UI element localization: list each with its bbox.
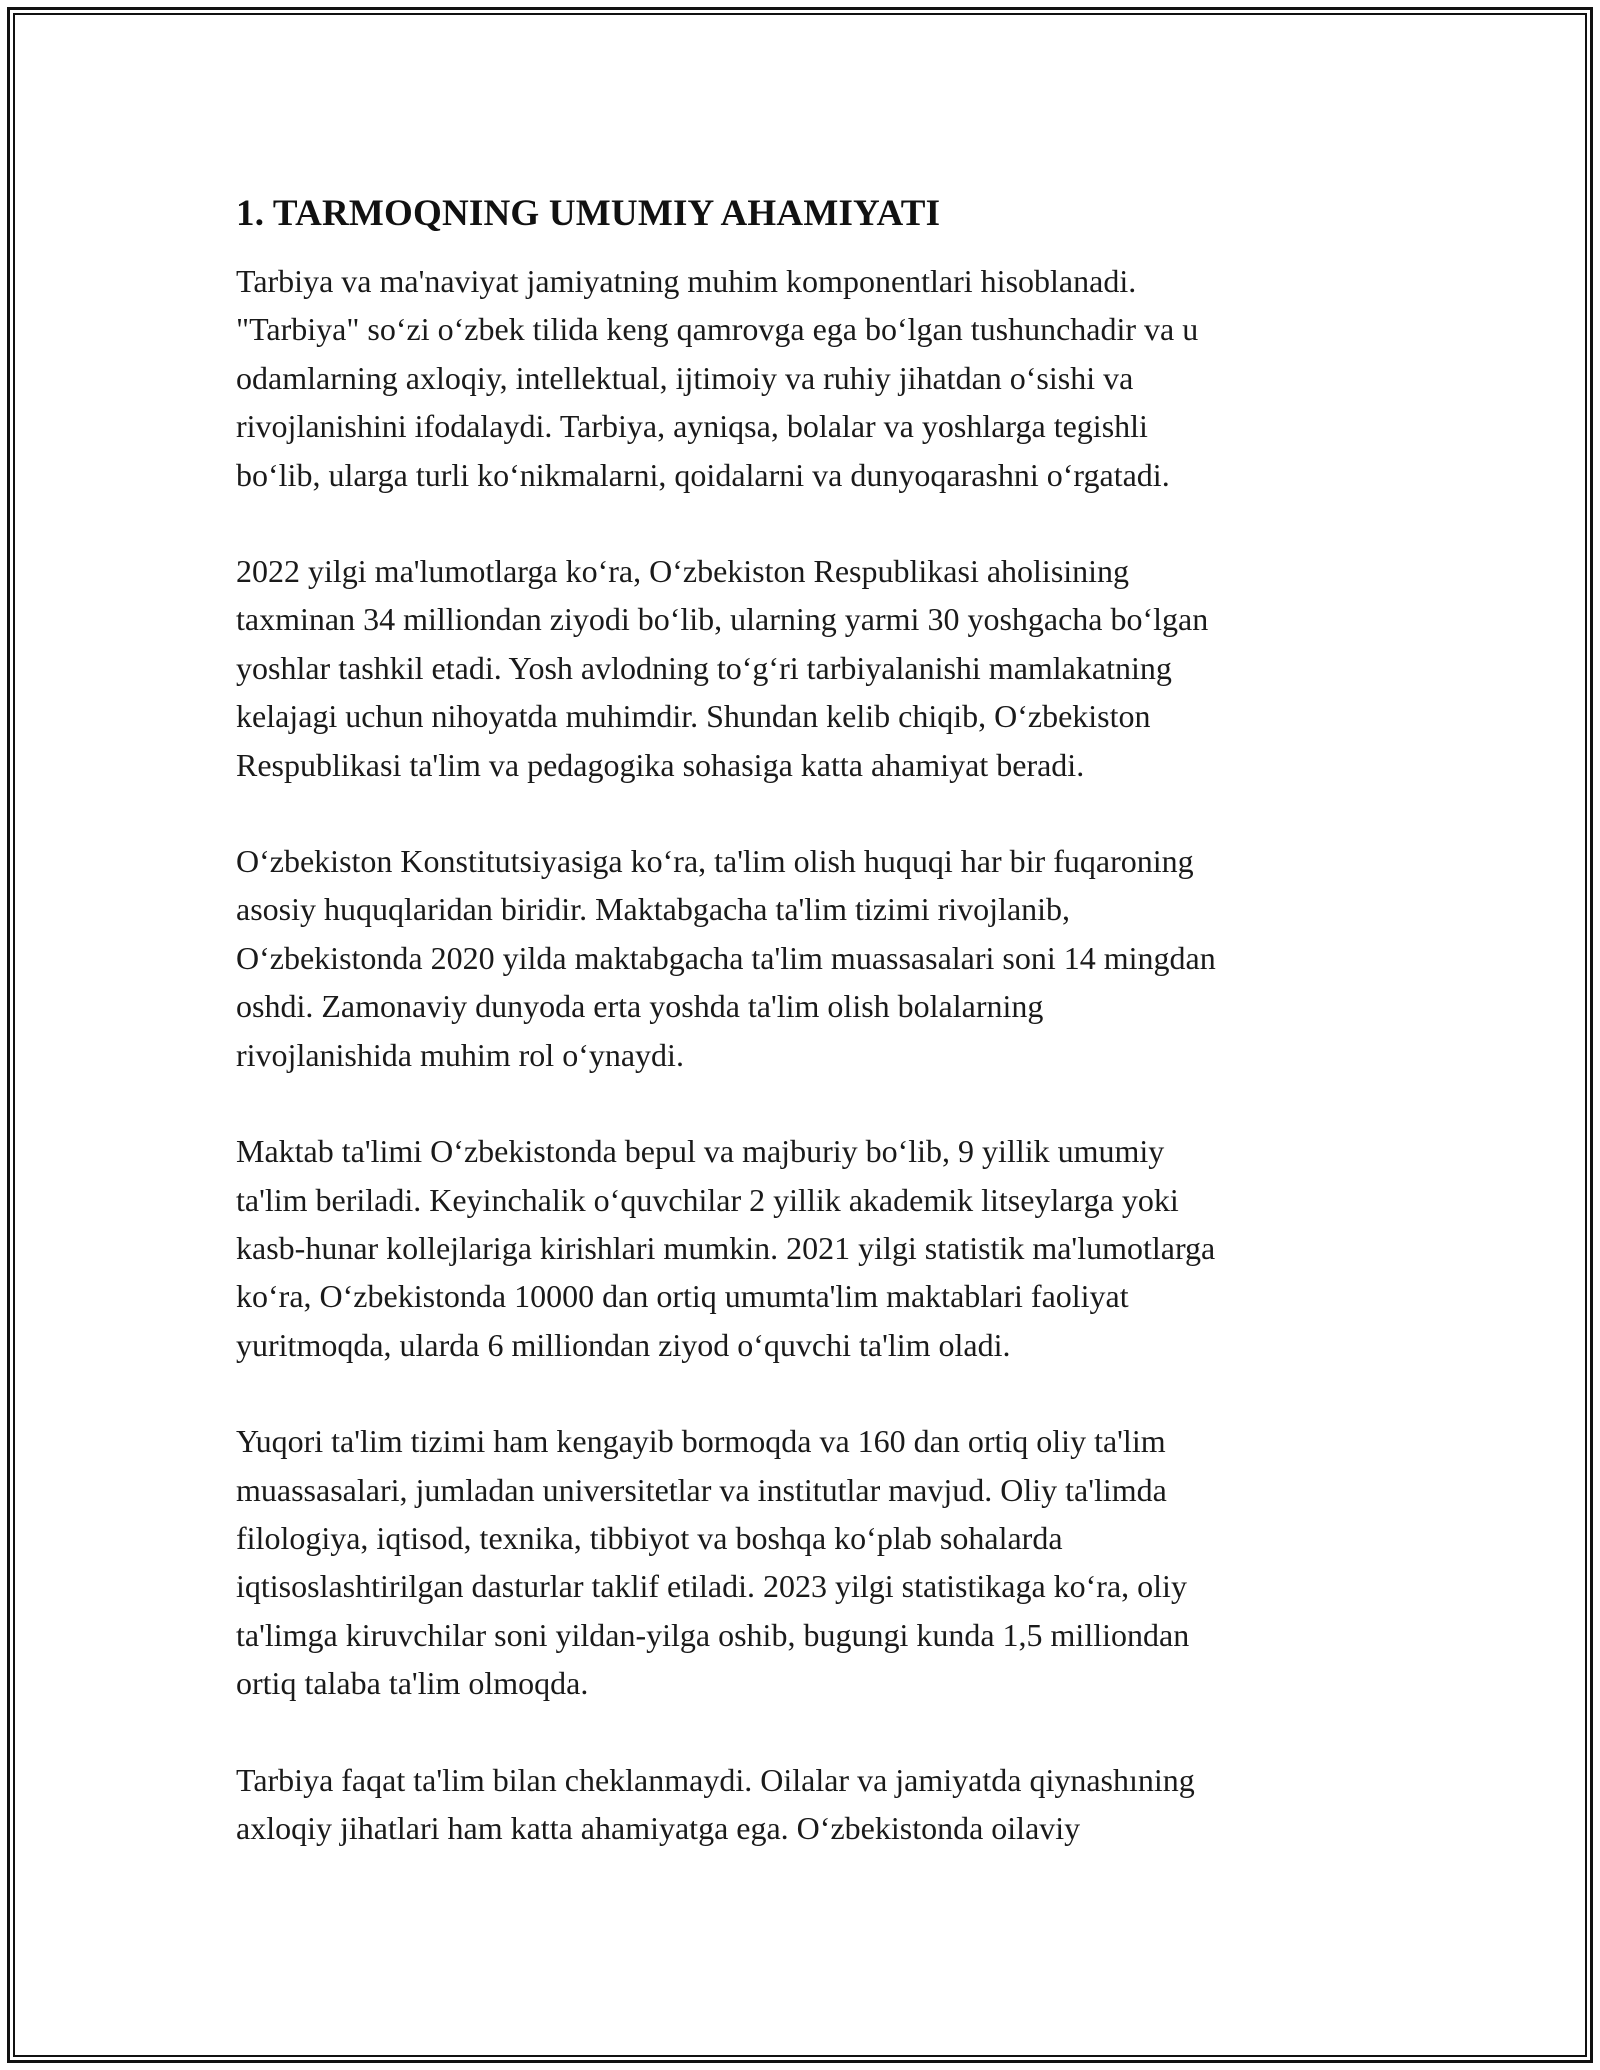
text-line: Maktab ta'limi O‘zbekistonda bepul va majburiy bo‘lib, 9 yillik umumiy xyxy=(236,1133,1165,1170)
text-line: O‘zbekistonda 2020 yilda maktabgacha ta'lim muassasalari soni 14 mingdan xyxy=(236,939,1216,976)
paragraph-6 xyxy=(236,1756,1376,1853)
text-line: taxminan 34 milliondan ziyodi bo‘lib, ularning yarmi 30 yoshgacha bo‘lgan xyxy=(236,601,1209,638)
text-line: Tarbiya faqat ta'lim bilan cheklanmaydi. Oilalar va jamiyatda qiynashıning xyxy=(236,1761,1195,1798)
paragraph-2 xyxy=(236,547,1376,789)
text-line: ta'lim beriladi. Keyinchalik o‘quvchilar 2 yillik akademik litseylarga yoki xyxy=(236,1181,1179,1218)
text-line: muassasalari, jumladan universitetlar va institutlar mavjud. Oliy ta'limda xyxy=(236,1471,1167,1508)
section-heading: 1. TARMOQNING UMUMIY AHAMIYATI xyxy=(236,193,941,234)
document-body xyxy=(236,188,1376,1852)
text-line: axloqiy jihatlari ham katta ahamiyatga ega. O‘zbekistonda oilaviy xyxy=(236,1809,1081,1846)
text-line: bo‘lib, ularga turli ko‘nikmalarni, qoidalarni va dunyoqarashni o‘rgatadi. xyxy=(236,456,1170,493)
text-line: "Tarbiya" so‘zi o‘zbek tilida keng qamrovga ega bo‘lgan tushunchadir va u xyxy=(236,311,1199,348)
text-line: yuritmoqda, ularda 6 milliondan ziyod o‘quvchi ta'lim oladi. xyxy=(236,1326,1011,1363)
text-line: 2022 yilgi ma'lumotlarga ko‘ra, O‘zbekiston Respublikasi aholisining xyxy=(236,553,1130,590)
paragraph-4 xyxy=(236,1127,1376,1369)
text-line: Respublikasi ta'lim va pedagogika sohasiga katta ahamiyat beradi. xyxy=(236,746,1085,783)
text-line: rivojlanishini ifodalaydi. Tarbiya, ayniqsa, bolalar va yoshlarga tegishli xyxy=(236,408,1148,445)
paragraph-1 xyxy=(236,257,1376,499)
text-line: yoshlar tashkil etadi. Yosh avlodning to‘g‘ri tarbiyalanishi mamlakatning xyxy=(236,649,1172,686)
text-line: odamlarning axloqiy, intellektual, ijtimoiy va ruhiy jihatdan o‘sishi va xyxy=(236,359,1134,396)
text-line: kasb-hunar kollejlariga kirishlari mumkin. 2021 yilgi statistik ma'lumotlarga xyxy=(236,1229,1216,1266)
paragraph-5 xyxy=(236,1417,1376,1707)
text-line: oshdi. Zamonaviy dunyoda erta yoshda ta'lim olish bolalarning xyxy=(236,988,1044,1025)
text-line: ta'limga kiruvchilar soni yildan-yilga oshib, bugungi kunda 1,5 milliondan xyxy=(236,1616,1190,1653)
text-line: O‘zbekiston Konstitutsiyasiga ko‘ra, ta'lim olish huquqi har bir fuqaroning xyxy=(236,843,1194,880)
text-line: filologiya, iqtisod, texnika, tibbiyot va boshqa ko‘plab sohalarda xyxy=(236,1519,1063,1556)
text-line: ortiq talaba ta'lim olmoqda. xyxy=(236,1665,589,1702)
text-line: Yuqori ta'lim tizimi ham kengayib bormoqda va 160 dan ortiq oliy ta'lim xyxy=(236,1423,1166,1460)
text-line: Tarbiya va ma'naviyat jamiyatning muhim komponentlari hisoblanadi. xyxy=(236,263,1137,299)
text-line: rivojlanishida muhim rol o‘ynaydi. xyxy=(236,1036,684,1073)
text-line: ko‘ra, O‘zbekistonda 10000 dan ortiq umumta'lim maktablari faoliyat xyxy=(236,1278,1129,1315)
paragraph-3 xyxy=(236,837,1376,1079)
text-line: iqtisoslashtirilgan dasturlar taklif etiladi. 2023 yilgi statistikaga ko‘ra, oliy xyxy=(236,1568,1187,1605)
text-line: asosiy huquqlaridan biridir. Maktabgacha ta'lim tizimi rivojlanib, xyxy=(236,891,1071,928)
text-line: kelajagi uchun nihoyatda muhimdir. Shundan kelib chiqib, O‘zbekiston xyxy=(236,698,1151,735)
